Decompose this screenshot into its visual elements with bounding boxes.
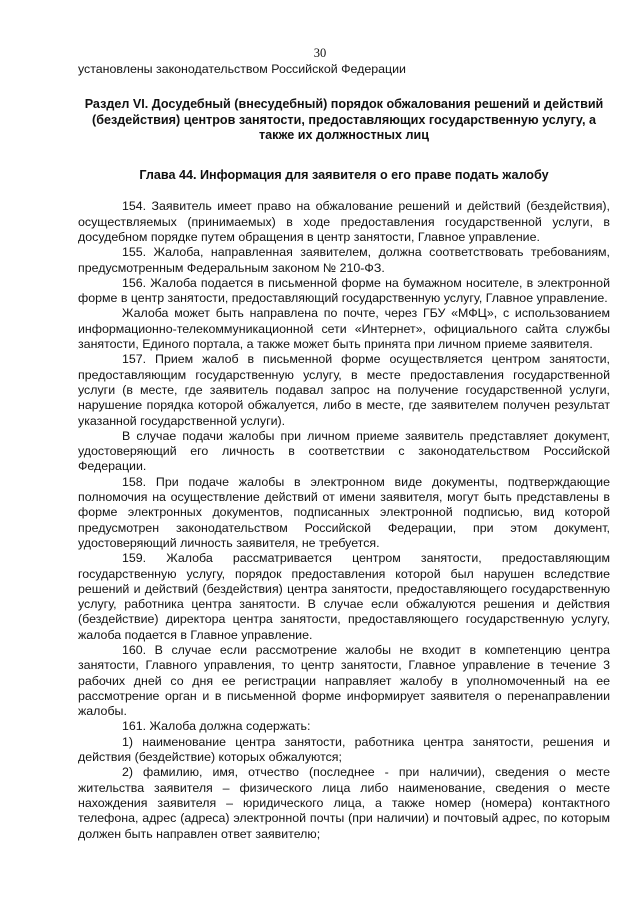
paragraph-157-identity: В случае подачи жалобы при личном приеме заявитель представляет документ, удостоверяющий его личность в соответствии с законодательством Российской Федерации.	[78, 428, 610, 474]
page-number: 30	[313, 46, 327, 60]
paragraph-159: 159. Жалоба рассматривается центром занятости, предоставляющим государственную услугу, порядок предоставления которой был нарушен вследствие решений и действий (бездействия) центра занятости, предоставляющего государственную услугу, работника центра занятости. В случае если обжалуются решения и действия (бездействие) директора центра занятости, предоставляющего государственную услугу, жалоба подается в Главное управление.	[78, 551, 610, 642]
paragraph-161-item-1: 1) наименование центра занятости, работника центра занятости, решения и действия (бездействие) которых обжалуются;	[78, 734, 610, 765]
paragraph-155: 155. Жалоба, направленная заявителем, должна соответствовать требованиям, предусмотренным Федеральным законом № 210-ФЗ.	[78, 245, 610, 275]
chapter-title: Глава 44. Информация для заявителя о его праве подать жалобу	[139, 168, 549, 183]
paragraph-160: 160. В случае если рассмотрение жалобы не входит в компетенцию центра занятости, Главного управления, то центр занятости, Главное управление в течение 3 рабочих дней со дня ее регистрации направляет жалобу в уполномоченный на ее рассмотрение орган и в письменной форме информирует заявителя о перенаправлении жалобы.	[78, 642, 610, 719]
paragraph-161: 161. Жалоба должна содержать:	[122, 719, 311, 734]
section-title: Раздел VI. Досудебный (внесудебный) порядок обжалования решений и действий (бездействия) центров занятости, предоставляющих государственную услугу, а также их должностных лиц	[84, 97, 604, 143]
page-content	[78, 62, 610, 842]
paragraph-158: 158. При подаче жалобы в электронном виде документы, подтверждающие полномочия на осуществление действий от имени заявителя, могут быть представлены в форме электронных документов, подписанных электронной подписью, вид которой предусмотрен законодательством Российской Федерации, при этом документ, удостоверяющий личность заявителя, не требуется.	[78, 474, 610, 550]
paragraph-156-submission: Жалоба может быть направлена по почте, через ГБУ «МФЦ», с использованием информационно-телекоммуникационной сети «Интернет», официального сайта службы занятости, Единого портала, а также может быть принята при личном приеме заявителя.	[78, 306, 610, 352]
paragraph-154: 154. Заявитель имеет право на обжалование решений и действий (бездействия), осуществляемых (принимаемых) в ходе предоставления государственной услуги, в досудебном порядке путем обращения в центр занятости, Главное управление.	[78, 199, 610, 244]
continuation-text: установлены законодательством Российской Федерации	[78, 62, 406, 76]
paragraph-156: 156. Жалоба подается в письменной форме на бумажном носителе, в электронной форме в центр занятости, предоставляющий государственную услугу, Главное управление.	[78, 275, 610, 306]
paragraph-157: 157. Прием жалоб в письменной форме осуществляется центром занятости, предоставляющим государственную услугу, в месте предоставления государственной услуги (в месте, где заявитель подавал запрос на получение государственной услуги, нарушение порядка которой обжалуется, либо в месте, где заявителем получен результат указанной государственной услуги).	[78, 352, 610, 428]
paragraph-161-item-2: 2) фамилию, имя, отчество (последнее - при наличии), сведения о месте жительства заявителя – физического лица либо наименование, сведения о месте нахождения заявителя – юридического лица, а также номер (номера) контактного телефона, адрес (адреса) электронной почты (при наличии) и почтовый адрес, по которым должен быть направлен ответ заявителю;	[78, 765, 610, 841]
